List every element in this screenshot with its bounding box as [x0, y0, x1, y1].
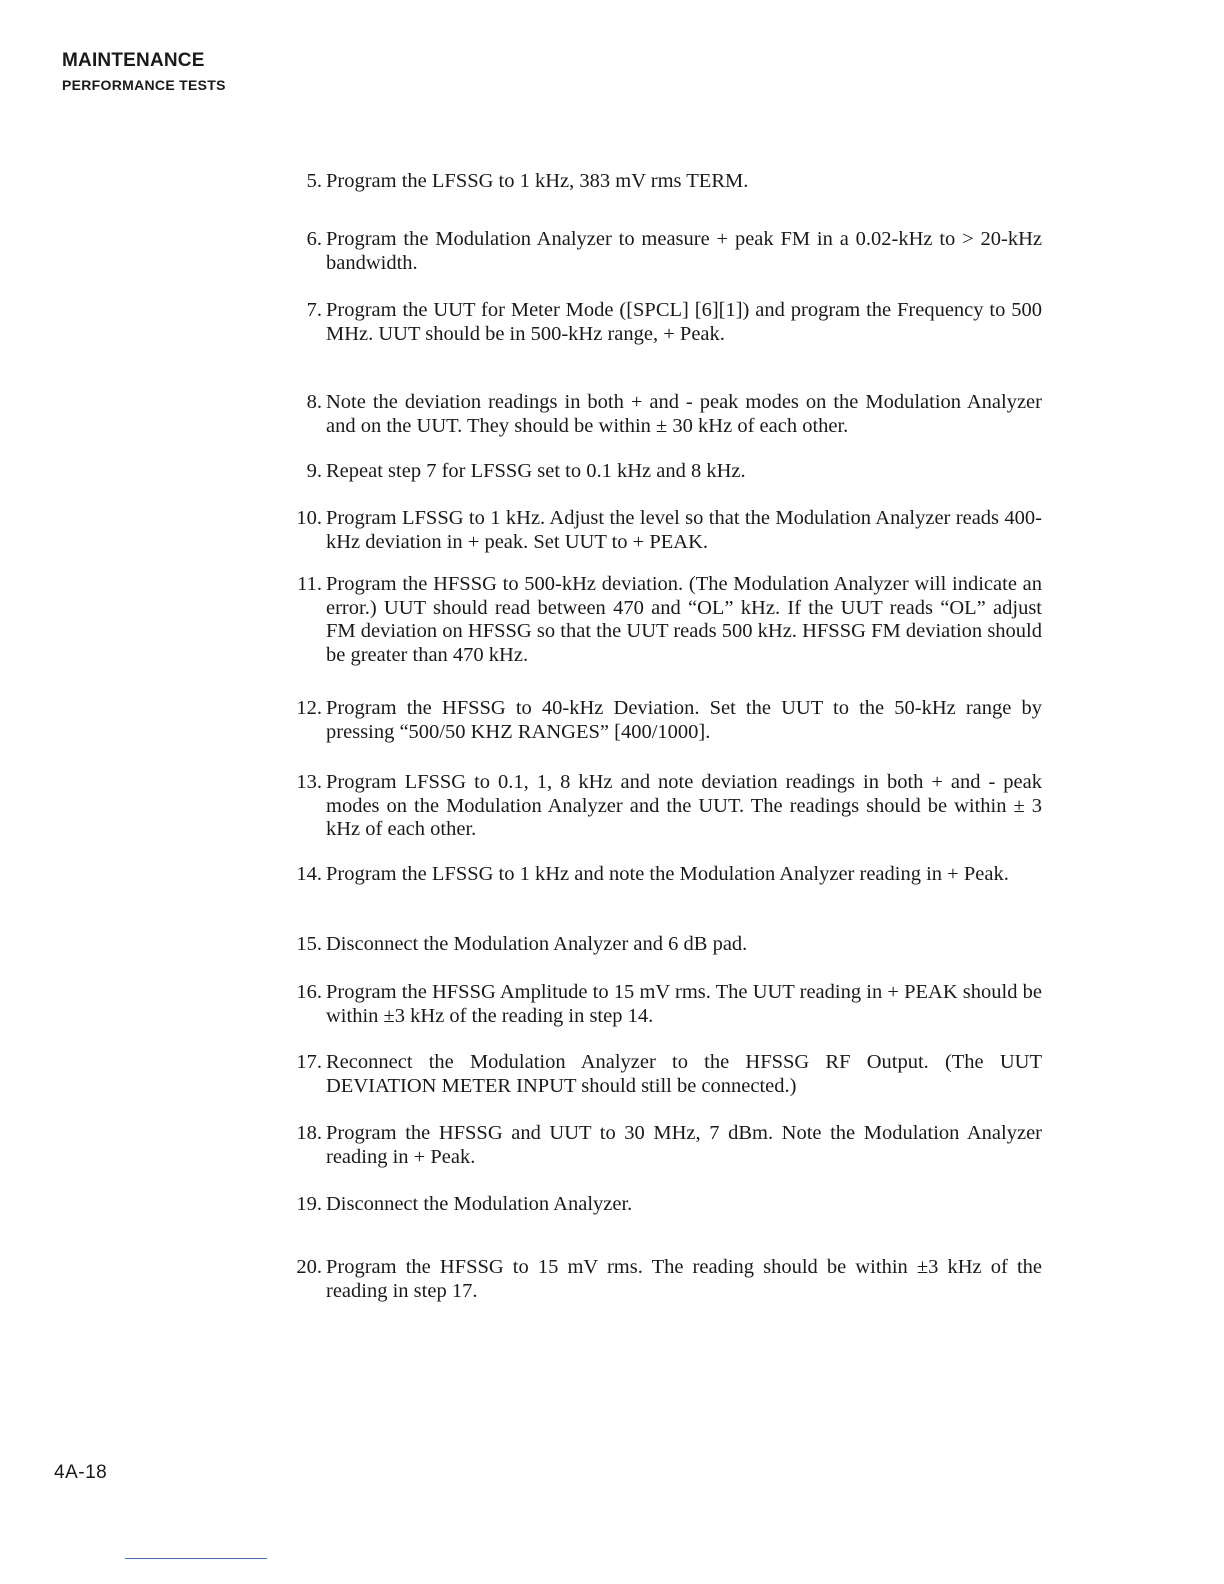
procedure-step-12: [282, 697, 1042, 744]
step-number: 12.: [296, 697, 322, 719]
section-title: MAINTENANCE: [62, 50, 205, 71]
procedure-step-8: [282, 391, 1042, 438]
step-text: Program the HFSSG to 500-kHz deviation. (The Modulation Analyzer will indicate an error.) UUT should read between 470 and “OL” kHz. If the UUT reads “OL” adjust FM deviation on HFSSG so that the UUT reads 500 kHz. HFSSG FM deviation should be greater than 470 kHz.: [326, 573, 1042, 666]
step-number: 17.: [296, 1051, 322, 1073]
procedure-step-14: [282, 863, 1042, 887]
step-number: 19.: [296, 1193, 322, 1215]
step-text: Program the Modulation Analyzer to measure + peak FM in a 0.02-kHz to > 20-kHz bandwidth.: [326, 228, 1042, 274]
procedure-step-5: [282, 170, 1042, 194]
procedure-step-6: [282, 228, 1042, 275]
step-text: Disconnect the Modulation Analyzer and 6 dB pad.: [326, 933, 748, 955]
step-text: Repeat step 7 for LFSSG set to 0.1 kHz and 8 kHz.: [326, 460, 746, 482]
procedure-step-13: [282, 771, 1042, 842]
step-text: Program the HFSSG and UUT to 30 MHz, 7 dBm. Note the Modulation Analyzer reading in + Peak.: [326, 1122, 1042, 1168]
procedure-step-18: [282, 1122, 1042, 1169]
step-number: 10.: [296, 507, 322, 529]
step-number: 7.: [306, 299, 322, 321]
step-text: Note the deviation readings in both + and - peak modes on the Modulation Analyzer and on the UUT. They should be within ± 30 kHz of each other.: [326, 391, 1042, 437]
step-text: Program the LFSSG to 1 kHz and note the Modulation Analyzer reading in + Peak.: [326, 863, 1009, 885]
procedure-step-7: [282, 299, 1042, 346]
step-text: Program LFSSG to 0.1, 1, 8 kHz and note deviation readings in both + and - peak modes on the Modulation Analyzer and the UUT. The readings should be within ± 3 kHz of each other.: [326, 771, 1042, 840]
step-text: Disconnect the Modulation Analyzer.: [326, 1193, 633, 1215]
procedure-step-17: [282, 1051, 1042, 1098]
step-number: 14.: [296, 863, 322, 885]
step-number: 9.: [306, 460, 322, 482]
step-number: 16.: [296, 981, 322, 1003]
procedure-step-16: [282, 981, 1042, 1028]
page-number: 4A-18: [54, 1462, 108, 1483]
step-text: Program LFSSG to 1 kHz. Adjust the level so that the Modulation Analyzer reads 400-kHz deviation in + peak. Set UUT to + PEAK.: [326, 507, 1042, 553]
procedure-step-10: [282, 507, 1042, 554]
step-text: Program the UUT for Meter Mode ([SPCL] [6][1]) and program the Frequency to 500 MHz. UUT should be in 500-kHz range, + Peak.: [326, 299, 1042, 345]
bottom-divider-line: [125, 1558, 267, 1559]
step-number: 8.: [306, 391, 322, 413]
step-text: Program the LFSSG to 1 kHz, 383 mV rms TERM.: [326, 170, 749, 192]
step-text: Program the HFSSG to 40-kHz Deviation. Set the UUT to the 50-kHz range by pressing “500/50 KHZ RANGES” [400/1000].: [326, 697, 1042, 743]
step-text: Reconnect the Modulation Analyzer to the HFSSG RF Output. (The UUT DEVIATION METER INPUT should still be connected.): [326, 1051, 1042, 1097]
procedure-step-19: [282, 1193, 1042, 1217]
step-number: 15.: [296, 933, 322, 955]
procedure-step-20: [282, 1256, 1042, 1303]
step-number: 6.: [306, 228, 322, 250]
step-number: 20.: [296, 1256, 322, 1278]
procedure-step-11: [282, 573, 1042, 667]
step-number: 18.: [296, 1122, 322, 1144]
procedure-step-9: [282, 460, 1042, 484]
section-subtitle: PERFORMANCE TESTS: [62, 77, 226, 93]
step-text: Program the HFSSG to 15 mV rms. The reading should be within ±3 kHz of the reading in step 17.: [326, 1256, 1042, 1302]
step-number: 5.: [306, 170, 322, 192]
step-number: 13.: [296, 771, 322, 793]
step-number: 11.: [297, 573, 322, 595]
procedure-step-15: [282, 933, 1042, 957]
step-text: Program the HFSSG Amplitude to 15 mV rms. The UUT reading in + PEAK should be within ±3 kHz of the reading in step 14.: [326, 981, 1042, 1027]
